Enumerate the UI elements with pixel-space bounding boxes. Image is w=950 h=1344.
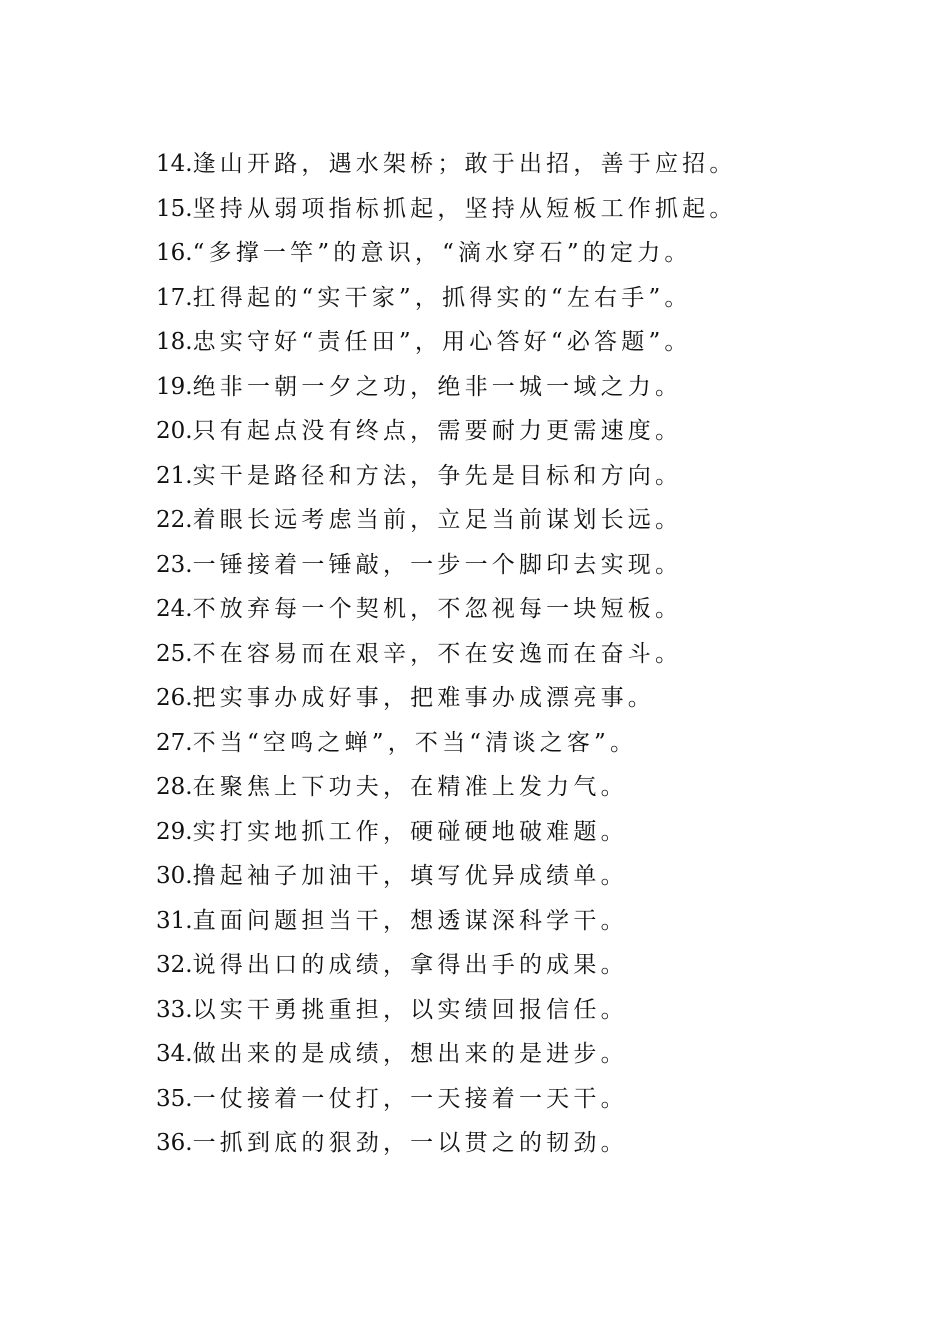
item-number: 34. [156, 1041, 193, 1067]
item-text: 撸起袖子加油干，填写优异成绩单。 [192, 863, 628, 889]
phrase-list [156, 142, 737, 1166]
item-number: 29. [156, 818, 193, 845]
item-number: 23. [156, 551, 193, 578]
item-text: 着眼长远考虑当前，立足当前谋划长远。 [192, 507, 683, 533]
item-number: 35. [156, 1085, 193, 1112]
item-number: 21. [156, 462, 193, 489]
item-text: 实打实地抓工作，硬碰硬地破难题。 [192, 818, 628, 845]
item-number: 30. [156, 863, 193, 889]
item-text: 把实事办成好事，把难事办成漂亮事。 [192, 685, 655, 711]
item-text: 绝非一朝一夕之功，绝非一城一域之力。 [192, 373, 683, 400]
item-text: 一锤接着一锤敲，一步一个脚印去实现。 [192, 551, 683, 578]
list-item [156, 365, 737, 410]
item-number: 19. [156, 373, 193, 400]
list-item [156, 721, 737, 766]
list-item [156, 276, 737, 321]
list-item [156, 1121, 737, 1166]
list-item [156, 543, 737, 588]
item-number: 36. [156, 1130, 193, 1156]
list-item [156, 676, 737, 721]
item-number: 28. [156, 774, 193, 800]
list-item [156, 454, 737, 499]
item-number: 16. [156, 240, 193, 266]
item-number: 15. [156, 195, 193, 222]
item-text: 不当“空鸣之蝉”，不当“清谈之客”。 [192, 729, 638, 756]
item-text: 做出来的是成绩，想出来的是进步。 [192, 1041, 628, 1067]
list-item [156, 320, 737, 365]
item-text: 说得出口的成绩，拿得出手的成果。 [192, 952, 628, 978]
item-text: 在聚焦上下功夫，在精准上发力气。 [192, 774, 628, 800]
item-text: 以实干勇挑重担，以实绩回报信任。 [192, 996, 628, 1023]
item-text: 逢山开路，遇水架桥；敢于出招，善于应招。 [192, 151, 737, 177]
item-number: 22. [156, 507, 193, 533]
list-item [156, 231, 737, 276]
item-number: 24. [156, 596, 193, 622]
list-item [156, 587, 737, 632]
list-item [156, 187, 737, 232]
list-item [156, 899, 737, 944]
item-text: 实干是路径和方法，争先是目标和方向。 [192, 462, 683, 489]
item-number: 26. [156, 685, 193, 711]
item-number: 25. [156, 640, 193, 667]
item-text: 一仗接着一仗打，一天接着一天干。 [192, 1085, 628, 1112]
list-item [156, 765, 737, 810]
item-text: 只有起点没有终点，需要耐力更需速度。 [192, 418, 683, 444]
item-text: 忠实守好“责任田”，用心答好“必答题”。 [192, 329, 692, 355]
item-text: 坚持从弱项指标抓起，坚持从短板工作抓起。 [192, 195, 737, 222]
list-item [156, 988, 737, 1033]
item-number: 18. [156, 329, 193, 355]
list-item [156, 1032, 737, 1077]
item-text: “多撑一竿”的意识，“滴水穿石”的定力。 [192, 240, 692, 266]
item-number: 17. [156, 284, 193, 311]
item-number: 33. [156, 996, 193, 1023]
item-text: 不放弃每一个契机，不忽视每一块短板。 [192, 596, 683, 622]
item-number: 31. [156, 907, 193, 934]
list-item [156, 1077, 737, 1122]
item-number: 14. [156, 151, 193, 177]
item-number: 32. [156, 952, 193, 978]
list-item [156, 632, 737, 677]
item-text: 一抓到底的狠劲，一以贯之的韧劲。 [192, 1130, 628, 1156]
item-text: 不在容易而在艰辛，不在安逸而在奋斗。 [192, 640, 683, 667]
item-number: 20. [156, 418, 193, 444]
item-number: 27. [156, 729, 193, 756]
list-item [156, 142, 737, 187]
item-text: 扛得起的“实干家”，抓得实的“左右手”。 [192, 284, 692, 311]
list-item [156, 409, 737, 454]
list-item [156, 854, 737, 899]
list-item [156, 498, 737, 543]
item-text: 直面问题担当干，想透谋深科学干。 [192, 907, 628, 934]
list-item [156, 810, 737, 855]
list-item [156, 943, 737, 988]
